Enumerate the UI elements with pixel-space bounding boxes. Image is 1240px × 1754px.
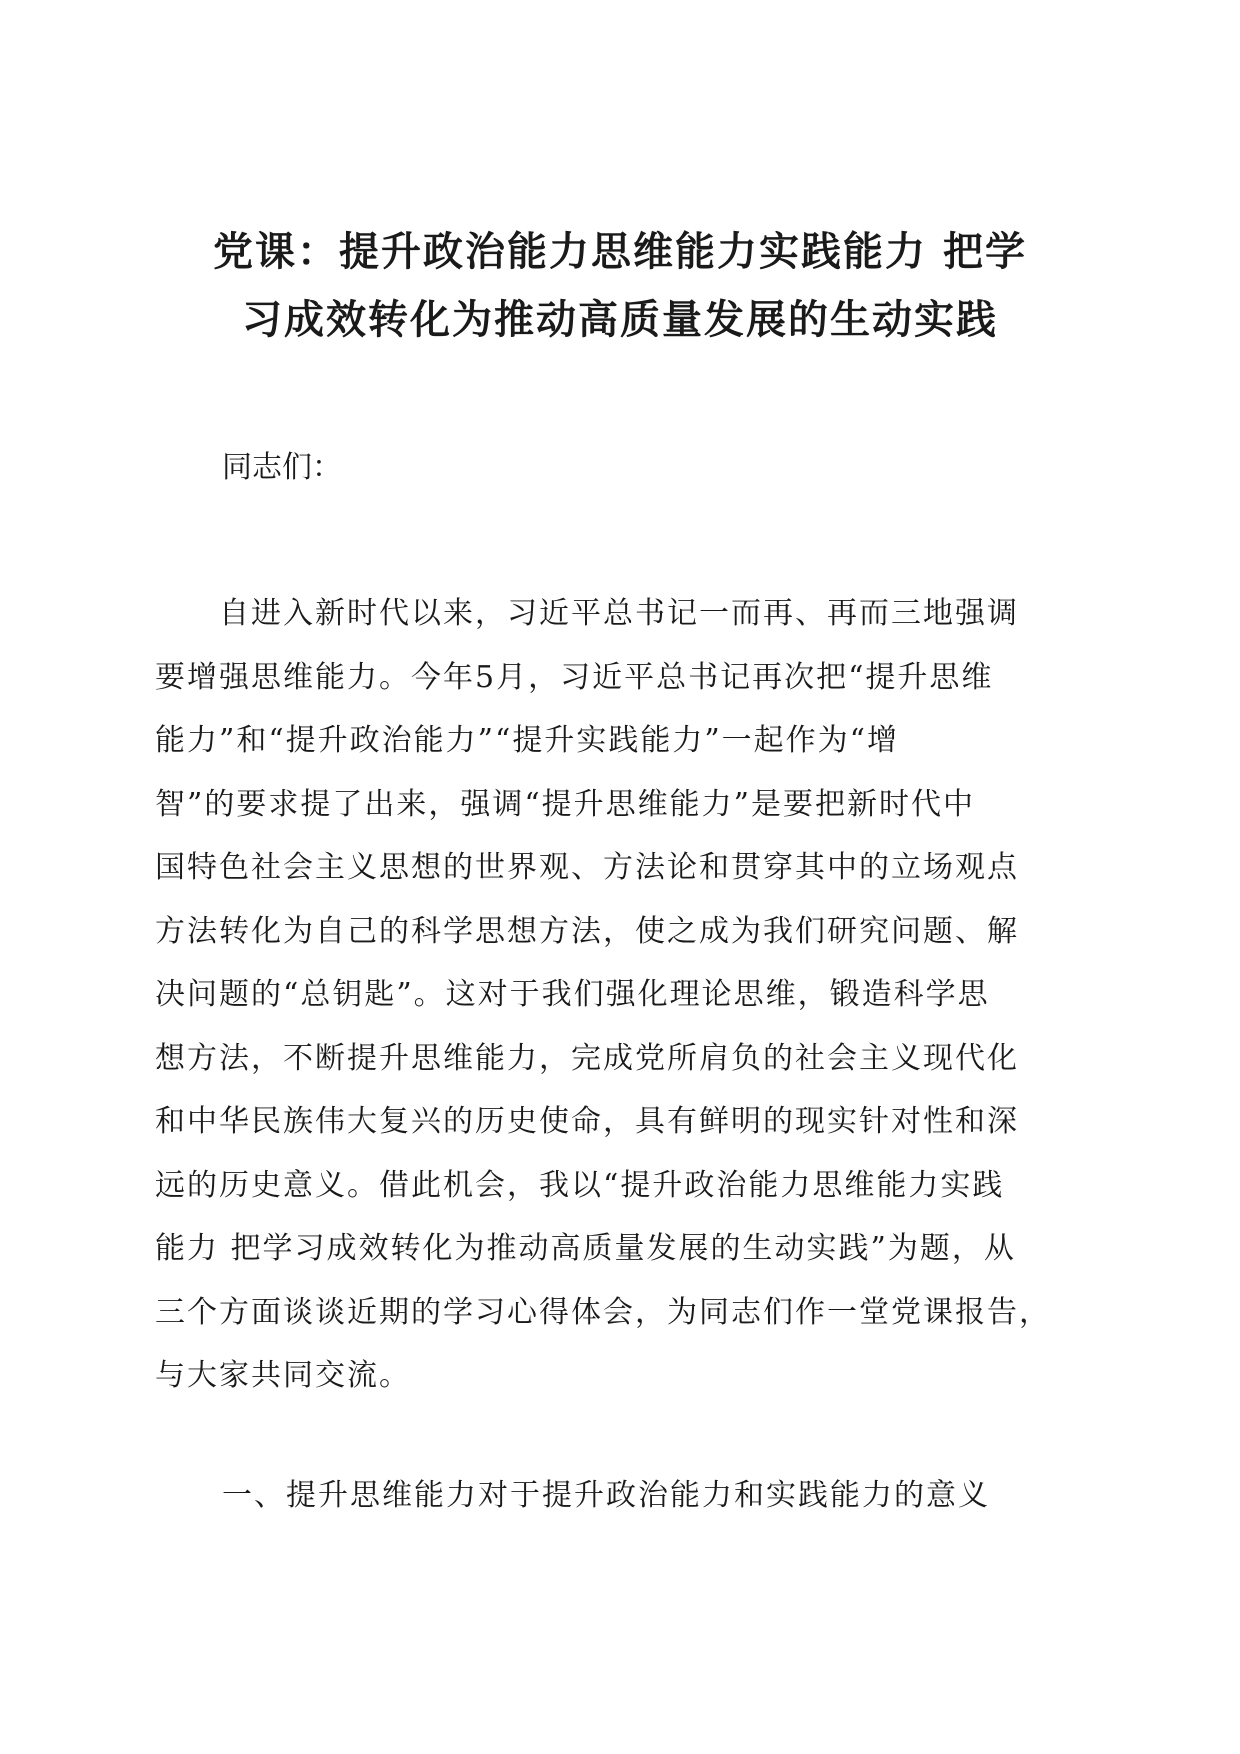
paragraph-line: 能力”和“提升政治能力”“提升实践能力”一起作为“增 [155, 723, 900, 758]
paragraph-line: 远的历史意义。借此机会，我以“提升政治能力思维能力实践 [155, 1167, 1005, 1203]
paragraph-line: 决问题的“总钥匙”。这对于我们强化理论思维，锻造科学思 [155, 977, 990, 1012]
paragraph-line: 和中华民族伟大复兴的历史使命，具有鲜明的现实针对性和深 [155, 1104, 1019, 1139]
title-line: 习成效转化为推动高质量发展的生动实践 [242, 297, 998, 343]
paragraph-line: 要增强思维能力。今年5月，习近平总书记再次把“提升思维 [155, 659, 994, 695]
section-heading: 一、提升思维能力对于提升政治能力和实践能力的意义 [222, 1478, 990, 1513]
paragraph-line: 自进入新时代以来，习近平总书记一而再、再而三地强调 [155, 596, 1019, 631]
paragraph-line: 与大家共同交流。 [155, 1358, 411, 1393]
title-line: 党课：提升政治能力思维能力实践能力 把学 [213, 229, 1027, 275]
body-paragraph [155, 582, 1075, 1408]
paragraph-line: 智”的要求提了出来，强调“提升思维能力”是要把新时代中 [155, 786, 976, 822]
paragraph-line: 想方法，不断提升思维能力，完成党所肩负的社会主义现代化 [155, 1040, 1019, 1076]
paragraph-line: 能力 把学习成效转化为推动高质量发展的生动实践”为题，从 [155, 1231, 1016, 1266]
paragraph-line: 三个方面谈谈近期的学习心得体会，为同志们作一堂党课报告， [155, 1294, 1051, 1330]
salutation: 同志们： [222, 450, 342, 485]
paragraph-line: 方法转化为自己的科学思想方法，使之成为我们研究问题、解 [155, 913, 1019, 949]
paragraph-line: 国特色社会主义思想的世界观、方法论和贯穿其中的立场观点 [155, 850, 1019, 885]
document-title [150, 218, 1090, 354]
